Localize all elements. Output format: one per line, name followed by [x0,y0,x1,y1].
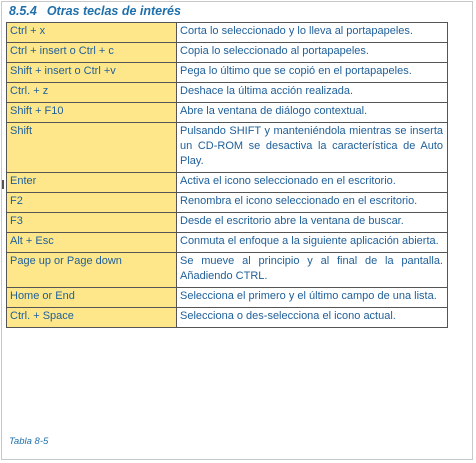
shortcut-table [6,22,448,328]
shortcut-key-cell: Enter [7,173,177,193]
shortcut-description-cell: Conmuta el enfoque a la siguiente aplicación abierta. [177,233,448,253]
shortcut-key-cell: Ctrl. + z [7,83,177,103]
table-caption: Tabla 8-5 [9,436,49,447]
table-row [7,103,448,123]
shortcut-description-cell: Abre la ventana de diálogo contextual. [177,103,448,123]
section-title: Otras teclas de interés [46,4,181,18]
table-row [7,63,448,83]
table-row [7,123,448,173]
shortcut-table-body [7,23,448,328]
shortcut-key-cell: Alt + Esc [7,233,177,253]
shortcut-description-cell: Deshace la última acción realizada. [177,83,448,103]
shortcut-description-cell: Selecciona el primero y el último campo de una lista. [177,288,448,308]
shortcut-description-cell: Desde el escritorio abre la ventana de buscar. [177,213,448,233]
table-row [7,193,448,213]
shortcut-key-cell: F2 [7,193,177,213]
table-row [7,288,448,308]
shortcut-key-cell: Shift + insert o Ctrl +v [7,63,177,83]
shortcut-key-cell: Page up or Page down [7,253,177,288]
table-row [7,173,448,193]
shortcut-key-cell: Ctrl + insert o Ctrl + c [7,43,177,63]
section-heading [9,4,181,18]
table-row [7,308,448,328]
shortcut-key-cell: Home or End [7,288,177,308]
shortcut-description-cell: Se mueve al principio y al final de la pantalla. Añadiendo CTRL. [177,253,448,288]
section-number: 8.5.4 [9,4,37,18]
shortcut-description-cell: Corta lo seleccionado y lo lleva al portapapeles. [177,23,448,43]
table-row [7,23,448,43]
shortcut-key-cell: F3 [7,213,177,233]
shortcut-description-cell: Pega lo último que se copió en el portapapeles. [177,63,448,83]
shortcut-key-cell: Ctrl. + Space [7,308,177,328]
table-row [7,83,448,103]
shortcut-key-cell: Shift + F10 [7,103,177,123]
shortcut-key-cell: Ctrl + x [7,23,177,43]
shortcut-description-cell: Copia lo seleccionado al portapapeles. [177,43,448,63]
table-row [7,253,448,288]
shortcut-key-cell: Shift [7,123,177,173]
shortcut-description-cell: Pulsando SHIFT y manteniéndola mientras se inserta un CD-ROM se desactiva la característica de Auto Play. [177,123,448,173]
shortcut-description-cell: Activa el icono seleccionado en el escritorio. [177,173,448,193]
table-row [7,43,448,63]
shortcut-description-cell: Selecciona o des-selecciona el icono actual. [177,308,448,328]
shortcut-description-cell: Renombra el icono seleccionado en el escritorio. [177,193,448,213]
table-row [7,213,448,233]
margin-mark [2,180,4,189]
table-row [7,233,448,253]
page-frame [1,1,473,460]
